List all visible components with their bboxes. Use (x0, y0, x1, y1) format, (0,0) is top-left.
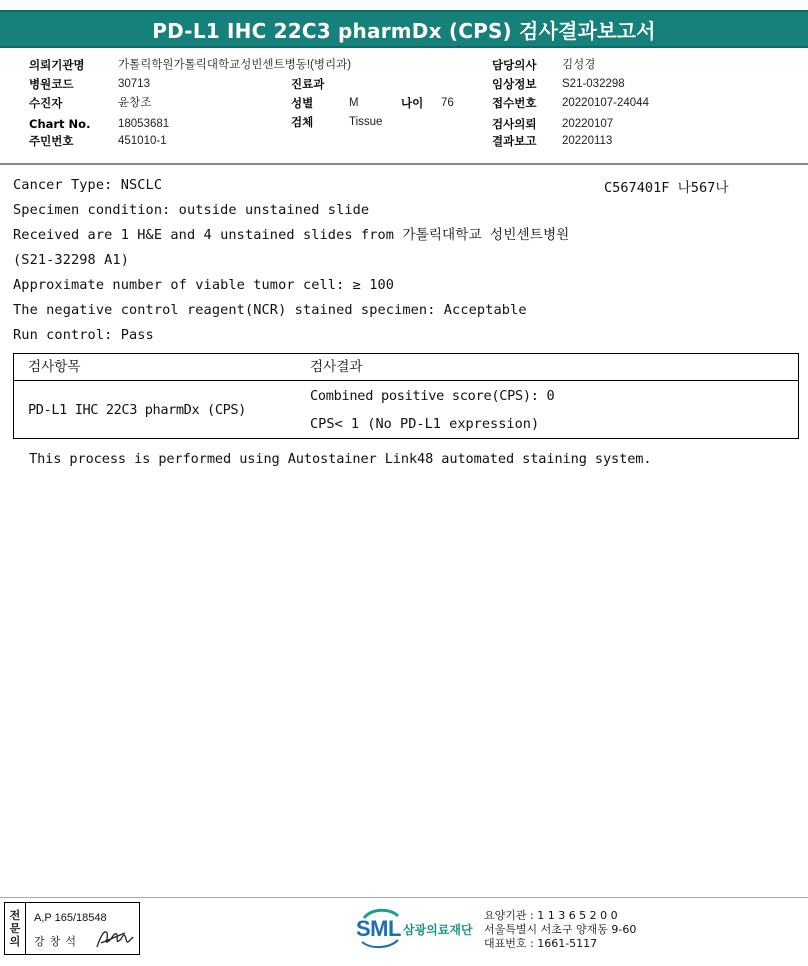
body-line-cancer-type: Cancer Type: NSCLC (13, 177, 163, 193)
body-line-specimen-condition: Specimen condition: outside unstained slide (13, 202, 370, 218)
process-note: This process is performed using Autostainer Link48 automated staining system. (29, 451, 652, 467)
hospital-code-value: 30713 (118, 78, 150, 90)
report-date-value: 20220113 (562, 135, 613, 147)
clinical-info-label: 임상정보 (492, 77, 537, 91)
address: 서울특별시 서초구 양재동 9-60 (484, 923, 637, 936)
sex-value: M (349, 97, 359, 109)
doctor-label: 담당의사 (492, 58, 537, 72)
header-divider (0, 163, 808, 165)
signature-box (4, 902, 140, 955)
dept-label: 진료과 (291, 77, 325, 91)
specimen-value: Tissue (349, 116, 383, 128)
clinical-info-value: S21-032298 (562, 78, 625, 90)
logo-org-name: 삼광의료재단 (403, 923, 473, 937)
specialist-label: 전 문 의 (5, 903, 26, 954)
cps-score-cell: Combined positive score(CPS): 0 (310, 388, 555, 404)
body-line-received: Received are 1 H&E and 4 unstained slides from 가톨릭대학교 성빈센트병원 (13, 227, 570, 243)
pathologist-name: 강 창 석 (34, 936, 77, 948)
age-label: 나이 (401, 96, 424, 110)
report-date-label: 결과보고 (492, 134, 537, 148)
table-header-rule (14, 380, 798, 381)
rrn-label: 주민번호 (29, 134, 74, 148)
phone: 대표번호 : 1661-5117 (484, 937, 598, 950)
chart-no-label: Chart No. (29, 117, 91, 131)
sex-label: 성별 (291, 96, 314, 110)
license-ref: A,P 165/18548 (34, 912, 107, 924)
institution-label: 의뢰기관명 (29, 58, 85, 72)
institution-value: 가톨릭학원가톨릭대학교성빈센트병동!(병리과) (118, 59, 352, 71)
chart-no-value: 18053681 (118, 118, 170, 130)
test-name-cell: PD-L1 IHC 22C3 pharmDx (CPS) (28, 402, 246, 418)
age-value: 76 (441, 97, 454, 109)
request-date-label: 검사의뢰 (492, 117, 537, 131)
result-table (13, 353, 799, 439)
hospital-code-label: 병원코드 (29, 77, 74, 91)
logo-text: SML (356, 916, 401, 941)
footer-divider (0, 897, 808, 898)
rrn-value: 451010-1 (118, 135, 167, 147)
specimen-code: C567401F 나567나 (604, 180, 729, 196)
body-line-block-id: (S21-32298 A1) (13, 252, 129, 268)
receipt-no-value: 20220107-24044 (562, 97, 649, 109)
body-line-tumor-cell: Approximate number of viable tumor cell: ≥ 100 (13, 277, 395, 293)
request-date-value: 20220107 (562, 118, 614, 130)
col-header-test-result: 검사결과 (310, 359, 363, 375)
receipt-no-label: 접수번호 (492, 96, 537, 110)
body-line-run-control: Run control: Pass (13, 327, 154, 343)
doctor-value: 김성경 (562, 59, 596, 71)
report-title: PD-L1 IHC 22C3 pharmDx (CPS) 검사결과보고서 (0, 10, 808, 48)
sml-logo (356, 906, 486, 950)
col-header-test-item: 검사항목 (28, 359, 81, 375)
patient-label: 수진자 (29, 96, 63, 110)
care-institution-code: 요양기관 : 1 1 3 6 5 2 0 0 (484, 909, 618, 922)
body-line-ncr: The negative control reagent(NCR) stained specimen: Acceptable (13, 302, 527, 318)
cps-interpretation-cell: CPS< 1 (No PD-L1 expression) (310, 416, 540, 432)
patient-value: 윤창조 (118, 97, 152, 109)
specimen-label: 검체 (291, 115, 314, 129)
handwritten-signature (95, 925, 135, 951)
